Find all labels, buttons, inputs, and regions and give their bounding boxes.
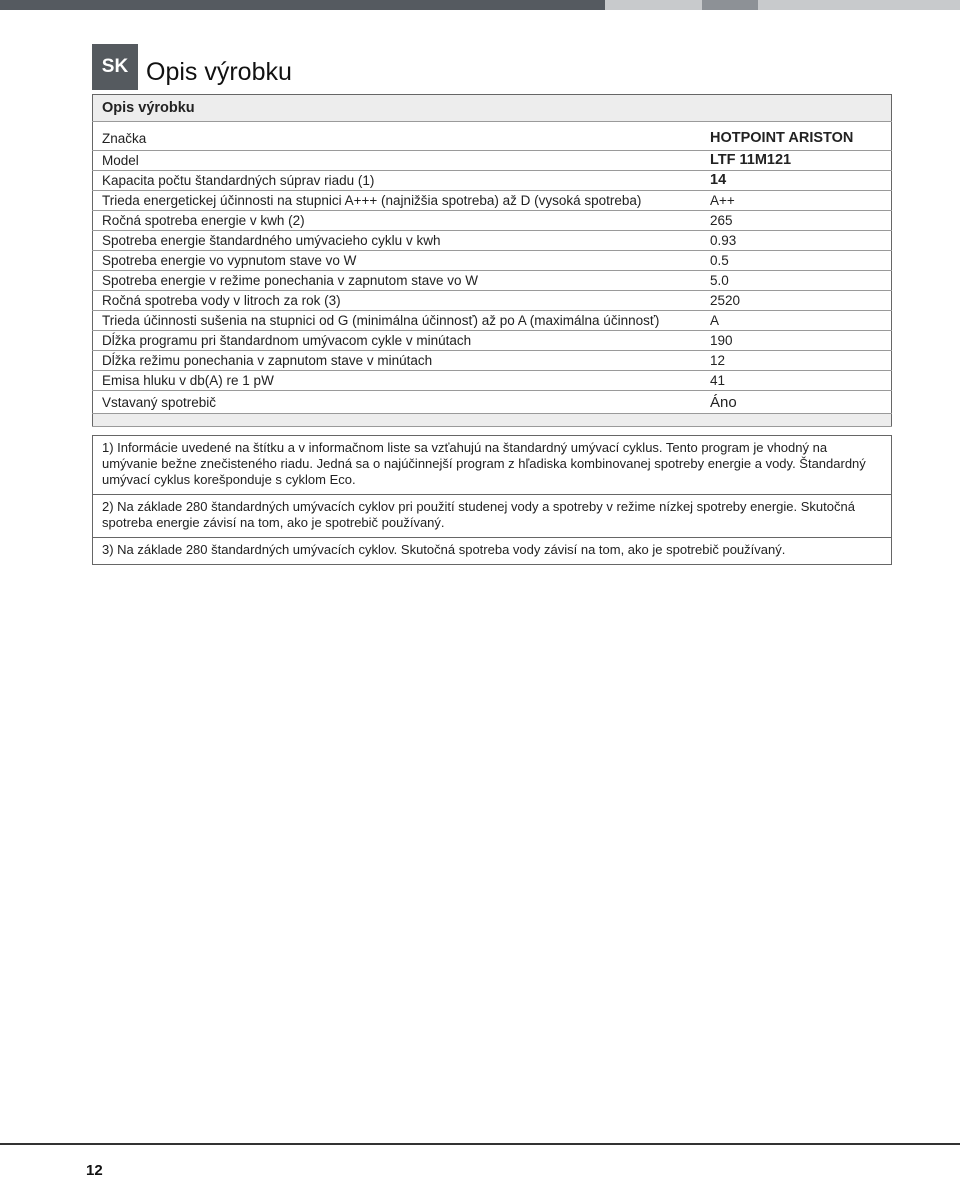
language-badge: SK	[92, 44, 138, 90]
row-label: Dĺžka režimu ponechania v zapnutom stave v minútach	[93, 351, 702, 371]
row-label: Trieda energetickej účinnosti na stupnici A+++ (najnižšia spotreba) až D (vysoká spotreba)	[93, 191, 702, 211]
row-value: 0.93	[701, 231, 892, 251]
row-value: 14	[701, 171, 892, 191]
row-value: A++	[701, 191, 892, 211]
row-label: Dĺžka programu pri štandardnom umývacom cykle v minútach	[93, 331, 702, 351]
table-row	[93, 151, 892, 171]
table-row	[93, 331, 892, 351]
row-value: 0.5	[701, 251, 892, 271]
table-row	[93, 231, 892, 251]
row-label: Spotreba energie štandardného umývacieho cyklu v kwh	[93, 231, 702, 251]
row-label: Vstavaný spotrebič	[93, 391, 702, 414]
table-row	[93, 291, 892, 311]
table-row	[93, 371, 892, 391]
row-value: LTF 11M121	[701, 151, 892, 171]
footer-divider	[0, 1143, 960, 1145]
row-value: 2520	[701, 291, 892, 311]
product-spec-table	[92, 94, 892, 427]
table-row	[93, 191, 892, 211]
page-number: 12	[86, 1162, 103, 1179]
row-label: Kapacita počtu štandardných súprav riadu (1)	[93, 171, 702, 191]
row-value: 12	[701, 351, 892, 371]
table-row	[93, 171, 892, 191]
row-value: 190	[701, 331, 892, 351]
row-label: Ročná spotreba vody v litroch za rok (3)	[93, 291, 702, 311]
table-row	[93, 391, 892, 414]
row-value: 265	[701, 211, 892, 231]
footnote-2: 2) Na základe 280 štandardných umývacích cyklov pri použití studenej vody a spotreby v režime nízkej spotreby energie. Skutočná spotreba energie závisí na tom, ako je spotrebič používaný.	[93, 495, 891, 538]
row-label: Spotreba energie vo vypnutom stave vo W	[93, 251, 702, 271]
row-label: Značka	[93, 122, 702, 151]
table-caption: Opis výrobku	[93, 95, 892, 122]
row-value: 41	[701, 371, 892, 391]
top-bar-segment	[702, 0, 758, 10]
footnotes-box	[92, 435, 892, 565]
table-row	[93, 351, 892, 371]
row-value: 5.0	[701, 271, 892, 291]
table-row	[93, 271, 892, 291]
table-row	[93, 251, 892, 271]
table-row	[93, 211, 892, 231]
row-value: Áno	[701, 391, 892, 414]
row-value: HOTPOINT ARISTON	[701, 122, 892, 151]
row-label: Emisa hluku v db(A) re 1 pW	[93, 371, 702, 391]
top-bar-segment	[0, 0, 605, 10]
row-label: Spotreba energie v režime ponechania v zapnutom stave vo W	[93, 271, 702, 291]
table-row	[93, 311, 892, 331]
table-spacer-row	[93, 414, 892, 427]
top-bar-segment	[758, 0, 960, 10]
row-label: Model	[93, 151, 702, 171]
footnote-1: 1) Informácie uvedené na štítku a v informačnom liste sa vzťahujú na štandardný umývací cyklus. Tento program je vhodný na umývanie bežne znečisteného riadu. Jedná sa o najúčinnejší program z hľadiska kombinovanej spotreby energie a vody. Štandardný umývací cyklus korešponduje s cyklom Eco.	[93, 436, 891, 495]
row-label: Trieda účinnosti sušenia na stupnici od G (minimálna účinnosť) až po A (maximálna účinnosť)	[93, 311, 702, 331]
table-header-row	[93, 95, 892, 122]
row-value: A	[701, 311, 892, 331]
page-title: Opis výrobku	[146, 58, 292, 86]
table-row	[93, 122, 892, 151]
top-color-bar	[0, 0, 960, 10]
row-label: Ročná spotreba energie v kwh (2)	[93, 211, 702, 231]
footnote-3: 3) Na základe 280 štandardných umývacích cyklov. Skutočná spotreba vody závisí na tom, ako je spotrebič používaný.	[102, 542, 786, 557]
top-bar-segment	[605, 0, 702, 10]
